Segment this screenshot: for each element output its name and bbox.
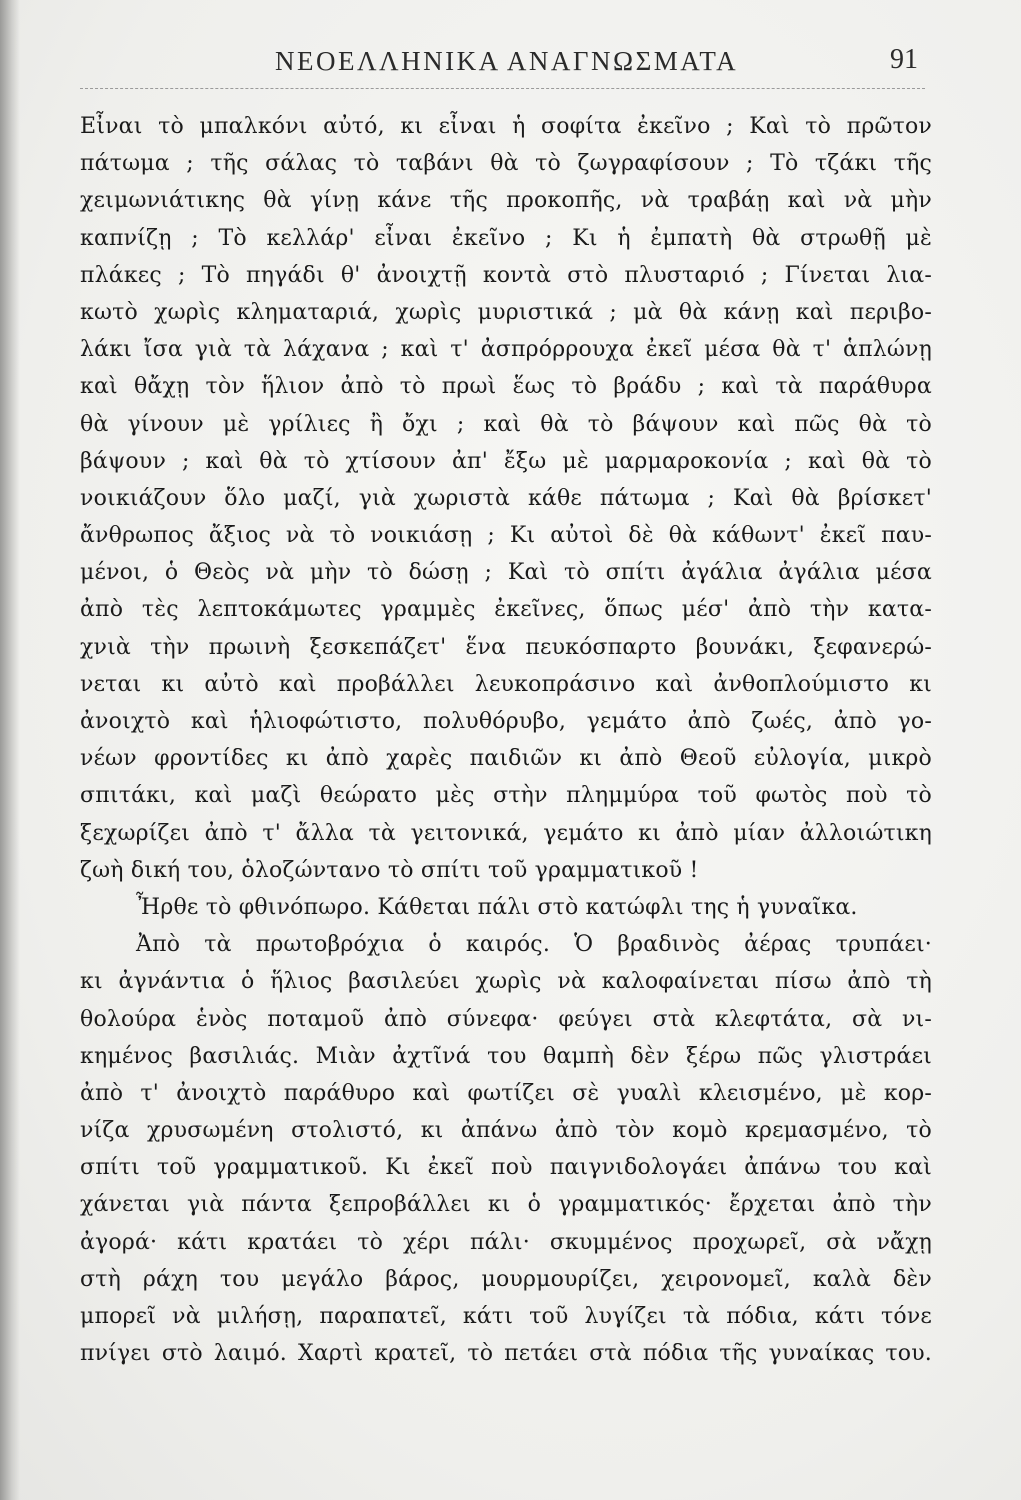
text-line: καὶ θἄχῃ τὸν ἥλιον ἀπὸ τὸ πρωὶ ἕως τὸ βράδυ ; καὶ τὰ παράθυρα <box>80 374 932 400</box>
text-line: πνίγει στὸ λαιμό. Χαρτὶ κρατεῖ, τὸ πετάει στὰ πόδια τῆς γυναίκας του. <box>80 1341 932 1367</box>
text-line: θολούρα ἑνὸς ποταμοῦ ἀπὸ σύνεφα· φεύγει στὰ κλεφτάτα, σὰ νι- <box>80 1006 932 1032</box>
running-title: ΝΕΟΕΛΛΗΝΙΚΑ ΑΝΑΓΝΩΣΜΑΤΑ <box>275 46 739 76</box>
text-line: νοικιάζουν ὅλο μαζί, γιὰ χωριστὰ κάθε πάτωμα ; Καὶ θὰ βρίσκετ' <box>80 485 932 511</box>
paragraph-end-line: ζωὴ δική του, ὁλοζώντανο τὸ σπίτι τοῦ γραμματικοῦ ! <box>80 857 699 883</box>
text-line: ἀπὸ τ' ἀνοιχτὸ παράθυρο καὶ φωτίζει σὲ γυαλὶ κλεισμένο, μὲ κορ- <box>80 1080 932 1106</box>
text-line: νεται κι αὐτὸ καὶ προβάλλει λευκοπράσινο καὶ ἀνθοπλούμιστο κι <box>80 671 932 697</box>
text-line: Εἶναι τὸ μπαλκόνι αὐτό, κι εἶναι ἡ σοφίτα ἐκεῖνο ; Καὶ τὸ πρῶτον <box>80 114 932 139</box>
text-line: καπνίζῃ ; Τὸ κελλάρ' εἶναι ἐκεῖνο ; Κι ἡ ἐμπατὴ θὰ στρωθῇ μὲ <box>80 225 932 251</box>
text-line: θὰ γίνουν μὲ γρίλιες ἢ ὄχι ; καὶ θὰ τὸ βάψουν καὶ πῶς θὰ τὸ <box>80 411 932 437</box>
text-line: σπίτι τοῦ γραμματικοῦ. Κι ἐκεῖ ποὺ παιγνιδολογάει ἀπάνω του καὶ <box>80 1155 932 1181</box>
text-line: κημένος βασιλιάς. Μιὰν ἀχτῖνά του θαμπὴ δὲν ξέρω πῶς γλιστράει <box>80 1043 932 1069</box>
text-line: λάκι ἴσα γιὰ τὰ λάχανα ; καὶ τ' ἀσπρόρρουχα ἐκεῖ μέσα θὰ τ' ἁπλώνῃ <box>80 337 932 363</box>
text-line: νέων φροντίδες κι ἀπὸ χαρὲς παιδιῶν κι ἀπὸ Θεοῦ εὐλογία, μικρὸ <box>80 746 932 772</box>
text-line: σπιτάκι, καὶ μαζὶ θεώρατο μὲς στὴν πλημμύρα τοῦ φωτὸς ποὺ τὸ <box>80 783 932 809</box>
text-line: βάψουν ; καὶ θὰ τὸ χτίσουν ἀπ' ἔξω μὲ μαρμαροκονία ; καὶ θὰ τὸ <box>80 448 932 474</box>
paragraph-start-line: Ἦρθε τὸ φθινόπωρο. Κάθεται πάλι στὸ κατώφλι της ἡ γυναῖκα. <box>136 894 858 920</box>
text-line: ἄνθρωπος ἄξιος νὰ τὸ νοικιάσῃ ; Κι αὐτοὶ δὲ θὰ κάθωντ' ἐκεῖ παυ- <box>80 523 932 549</box>
text-line: νίζα χρυσωμένη στολιστό, κι ἀπάνω ἀπὸ τὸν κομὸ κρεμασμένο, τὸ <box>80 1118 932 1144</box>
page-number: 91 <box>890 44 918 75</box>
text-line: κωτὸ χωρὶς κληματαριά, χωρὶς μυριστικά ; μὰ θὰ κάνῃ καὶ περιβο- <box>80 299 932 325</box>
text-line: χειμωνιάτικης θὰ γίνῃ κάνε τῆς προκοπῆς, νὰ τραβάῃ καὶ νὰ μὴν <box>80 188 932 214</box>
text-line: ἀπὸ τὲς λεπτοκάμωτες γραμμὲς ἐκεῖνες, ὅπως μέσ' ἀπὸ τὴν κατα- <box>80 597 932 623</box>
text-line: στὴ ράχη του μεγάλο βάρος, μουρμουρίζει, χειρονομεῖ, καλὰ δὲν <box>80 1266 932 1292</box>
text-line: χνιὰ τὴν πρωινὴ ξεσκεπάζετ' ἕνα πευκόσπαρτο βουνάκι, ξεφανερώ- <box>80 634 932 660</box>
text-line: χάνεται γιὰ πάντα ξεπροβάλλει κι ὁ γραμματικός· ἔρχεται ἀπὸ τὴν <box>80 1192 932 1218</box>
text-line: μπορεῖ νὰ μιλήσῃ, παραπατεῖ, κάτι τοῦ λυγίζει τὰ πόδια, κάτι τόνε <box>80 1304 932 1329</box>
header-rule <box>80 88 925 89</box>
text-line: κι ἀγνάντια ὁ ἥλιος βασιλεύει χωρὶς νὰ καλοφαίνεται πίσω ἀπὸ τὴ <box>80 969 932 995</box>
text-line: ἀγορά· κάτι κρατάει τὸ χέρι πάλι· σκυμμένος προχωρεῖ, σὰ νἄχῃ <box>80 1229 932 1255</box>
page-gutter-shadow <box>0 0 20 1500</box>
body-text <box>80 108 932 1372</box>
text-line: ἀνοιχτὸ καὶ ἡλιοφώτιστο, πολυθόρυβο, γεμάτο ἀπὸ ζωές, ἀπὸ γο- <box>80 709 932 734</box>
text-line: πλάκες ; Τὸ πηγάδι θ' ἀνοιχτῇ κοντὰ στὸ πλυσταριό ; Γίνεται λια- <box>80 262 932 288</box>
text-line: μένοι, ὁ Θεὸς νὰ μὴν τὸ δώσῃ ; Καὶ τὸ σπίτι ἀγάλια ἀγάλια μέσα <box>80 560 932 586</box>
page-header <box>80 40 940 84</box>
text-line: πάτωμα ; τῆς σάλας τὸ ταβάνι θὰ τὸ ζωγραφίσουν ; Τὸ τζάκι τῆς <box>80 151 932 177</box>
paragraph-start-line: Ἀπὸ τὰ πρωτοβρόχια ὁ καιρός. Ὁ βραδινὸς ἀέρας τρυπάει· <box>136 932 932 958</box>
text-line: ξεχωρίζει ἀπὸ τ' ἄλλα τὰ γειτονικά, γεμάτο κι ἀπὸ μίαν ἀλλοιώτικη <box>80 820 932 846</box>
